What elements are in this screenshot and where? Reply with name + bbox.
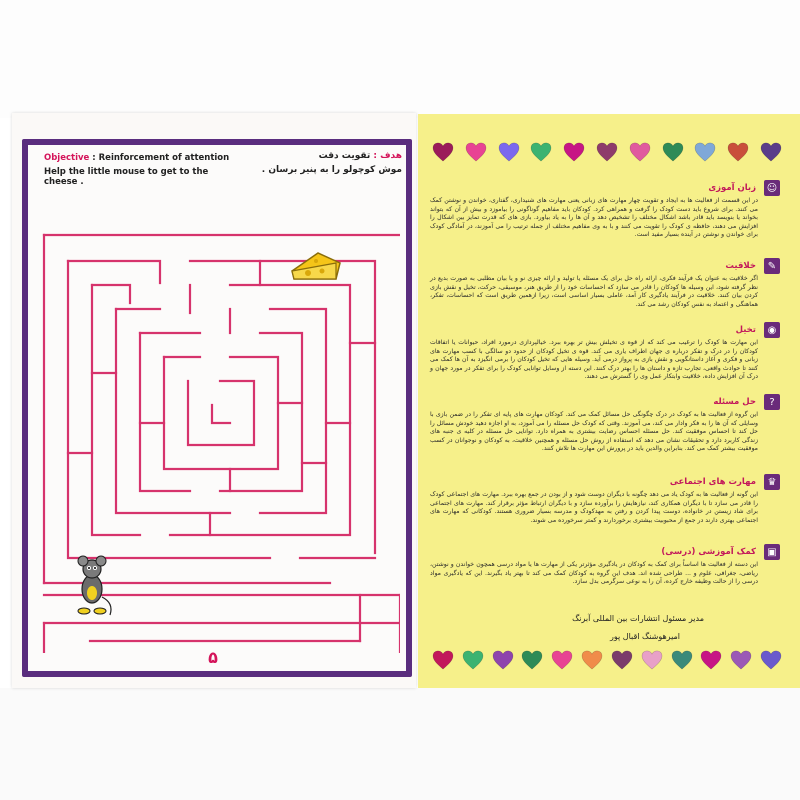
heart-icon bbox=[694, 142, 716, 162]
section-title: تخیل bbox=[735, 325, 756, 335]
heart-icon bbox=[530, 142, 552, 162]
heart-icon bbox=[563, 142, 585, 162]
section-header bbox=[430, 474, 780, 490]
section-educational bbox=[430, 544, 780, 587]
heart-icon bbox=[641, 650, 663, 670]
section-body: این دسته از فعالیت ها اساساً برای کمک به کودکان در یادگیری مؤثرتر یکی از مهارت ها یا مواد درسی همچون خواندن و نوشتن، ریاضی، جغرافی، علوم و ... طراحی شده اند. هدف این گروه به کودکان کمک می کند تا بهتر یاد بگیرند. این که یادگیری مواد درسی را از حالت وظیفه خارج کرده، آن را به نوعی سرگرمی بدل سازد. bbox=[430, 561, 758, 586]
objective-line bbox=[44, 153, 244, 163]
smile-icon: ☺ bbox=[764, 180, 780, 196]
section-header bbox=[430, 394, 780, 410]
heart-icon bbox=[760, 142, 782, 162]
heart-icon bbox=[581, 650, 603, 670]
section-body: این گروه از فعالیت ها به کودک در درک چگونگی حل مسائل کمک می کند. کودکان مهارت های پایه ای تفکر را در ضمن بازی با وسایلی که آن ها را به فکر وادار می کند، می آموزند. وقتی که کودک حل مسئله را می آموزد، به او اجازه دهید خودش مسائل را حل کند تا احساس موفقیت کند. حل مسئله احساس رضایت بیشتری به همراه دارد. توانایی حل مسئله در کلیه ی جنبه های زندگی کاربرد دارد و تحقیقات نشان می دهد که استفاده از روش حل مسئله و همچنین خلاقیت، به کودکان و نوجوانان در کسب موفقیت بیشتر کمک می کند. بنابراین والدین باید در پرورش این مهارت ها تلاش کنند. bbox=[430, 411, 758, 453]
fa-goal-text: تقویت دقت bbox=[318, 151, 371, 161]
section-title: مهارت های اجتماعی bbox=[669, 477, 756, 487]
heart-icon bbox=[521, 650, 543, 670]
heart-icon bbox=[611, 650, 633, 670]
heart-icon bbox=[700, 650, 722, 670]
section-title: حل مسئله bbox=[713, 397, 756, 407]
heart-icon bbox=[596, 142, 618, 162]
heart-icon bbox=[462, 650, 484, 670]
fa-help-text: موش کوچولو را به پنیر برسان . bbox=[261, 165, 402, 175]
section-body: این گونه از فعالیت ها به کودک یاد می دهد چگونه با دیگران دوست شود و از بودن در جمع بهره ببرد. مهارت های اجتماعی کودک را قادر می سازد تا با دیگران همکاری کند، نیازهایش را برآورده سازد و با دیگران ارتباط مؤثر برقرار کند. مهارت های اجتماعی برای شاد زیستن در خانواده، دوست پیدا کردن و رفتن به مهدکودک و مدرسه بسیار ضروری هستند. کودکانی که مهارت های اجتماعی بهتری دارند در جمع از محبوبیت بیشتری برخوردارند و کمتر سرخورده می شوند. bbox=[430, 491, 758, 524]
background-bottom bbox=[0, 688, 800, 800]
section-problem-solving bbox=[430, 394, 780, 454]
heart-icon bbox=[432, 142, 454, 162]
objective-text: : Reinforcement of attention bbox=[92, 153, 230, 163]
hearts-row-top bbox=[432, 142, 782, 162]
section-body: در این قسمت از فعالیت ها به ایجاد و تقویت چهار مهارت های زبانی یعنی مهارت های شنیداری، گفتاری، خواندن و نوشتن کمک می کنند. برای شروع باید دست کودک را گرفت و همراهی کرد. کودکان باید مفاهیم گوناگونی را بیاموزد و بیش از آن که بتواند بخواند یا بنویسد باید قادر باشد اشکال مختلف را تشخیص دهد و آن ها را به یاد بیاورد. بازی های که قدرت تمایز بین اشکال را افزایش می دهند، حافظه ی کودک را تقویت می کنند و با به وی مفاهیم مختلف از جمله ترتیب را می آموزند، در آمادگی کودک برای خواندن و نوشتن در آینده بسیار مفید است. bbox=[430, 197, 758, 239]
heart-icon bbox=[432, 650, 454, 670]
heart-icon bbox=[671, 650, 693, 670]
mouse-icon bbox=[70, 553, 116, 619]
left-page bbox=[12, 113, 416, 688]
section-header bbox=[430, 180, 780, 196]
heart-icon bbox=[730, 650, 752, 670]
heart-icon bbox=[492, 650, 514, 670]
heart-icon bbox=[629, 142, 651, 162]
heart-icon bbox=[662, 142, 684, 162]
pencil-icon: ✎ bbox=[764, 258, 780, 274]
section-header bbox=[430, 258, 780, 274]
fa-goal-line bbox=[232, 151, 402, 161]
section-header bbox=[430, 322, 780, 338]
fa-goal-label: هدف : bbox=[373, 151, 402, 161]
hearts-row-bottom bbox=[432, 650, 782, 670]
question-icon: ? bbox=[764, 394, 780, 410]
heart-icon bbox=[551, 650, 573, 670]
section-header bbox=[430, 544, 780, 560]
section-title: کمک آموزشی (درسی) bbox=[661, 547, 756, 557]
crown-icon: ♛ bbox=[764, 474, 780, 490]
heart-icon bbox=[727, 142, 749, 162]
signature-name: امیرهوشنگ اقبال پور bbox=[610, 632, 680, 641]
help-text: Help the little mouse to get to the cheese . bbox=[44, 167, 209, 187]
section-imagination bbox=[430, 322, 780, 382]
section-body: اگر خلاقیت به عنوان یک فرآیند فکری، ارائه راه حل برای یک مسئله یا تولید و ارائه چیزی نو و یا بیان مطلبی به صورت بدیع در نظر گرفته شود، این وسیله ها کودکان را قادر می سازد که احساسات خود را از طریق هنر، موسیقی، حرکت، تخیل و نقش بازی کردن بیان کنند. خلاقیت در فرآیند یادگیری کار آمد، عاملی بسیار اساسی است، زیرا ازهمین طریق است که احساسات، تفکر، هماهنگی و اعتماد به نفس کودکان رشد می کند. bbox=[430, 275, 758, 308]
heart-icon bbox=[498, 142, 520, 162]
signature-title: مدیر مسئول انتشارات بین المللی آبرنگ bbox=[572, 614, 704, 623]
background-top bbox=[0, 0, 800, 118]
heart-icon bbox=[465, 142, 487, 162]
heart-icon bbox=[760, 650, 782, 670]
book-icon: ▣ bbox=[764, 544, 780, 560]
section-creativity bbox=[430, 258, 780, 309]
section-language bbox=[430, 180, 780, 240]
section-body: این مهارت ها کودک را ترغیب می کند که از قوه ی تخیلش بیش تر بهره ببرد. خیالپردازی درمورد افراد، حیوانات یا اتفاقات کودکان را در درک و تفکر درباره ی جهان اطراف یاری می کند. قوه ی تخیل کودکان از حدود دو سالگی با کسب مهارت های زبانی و فکری و آغاز داستانگویی و نقش بازی به پرواز درمی آید. وسیله هایی که تخیل کودکان را برمی انگیزد به آن ها کمک می کنند تا حوادث واقعی، تجارب تازه و داستان ها را بهتر درک کنند. این دسته از وسایل توانایی کودک را برای تفکر در مورد جهان و درک آن افزایش داده، خلاقیت وابتکار عمل وی را گسترش می دهند. bbox=[430, 339, 758, 381]
page-number: ۵ bbox=[208, 648, 218, 667]
right-page bbox=[418, 114, 800, 688]
section-title: خلاقیت bbox=[725, 261, 756, 271]
thought-icon: ◉ bbox=[764, 322, 780, 338]
section-title: زبان آموزی bbox=[708, 183, 756, 193]
objective-label: Objective bbox=[44, 153, 90, 163]
cheese-icon bbox=[288, 249, 344, 283]
section-social-skills bbox=[430, 474, 780, 525]
